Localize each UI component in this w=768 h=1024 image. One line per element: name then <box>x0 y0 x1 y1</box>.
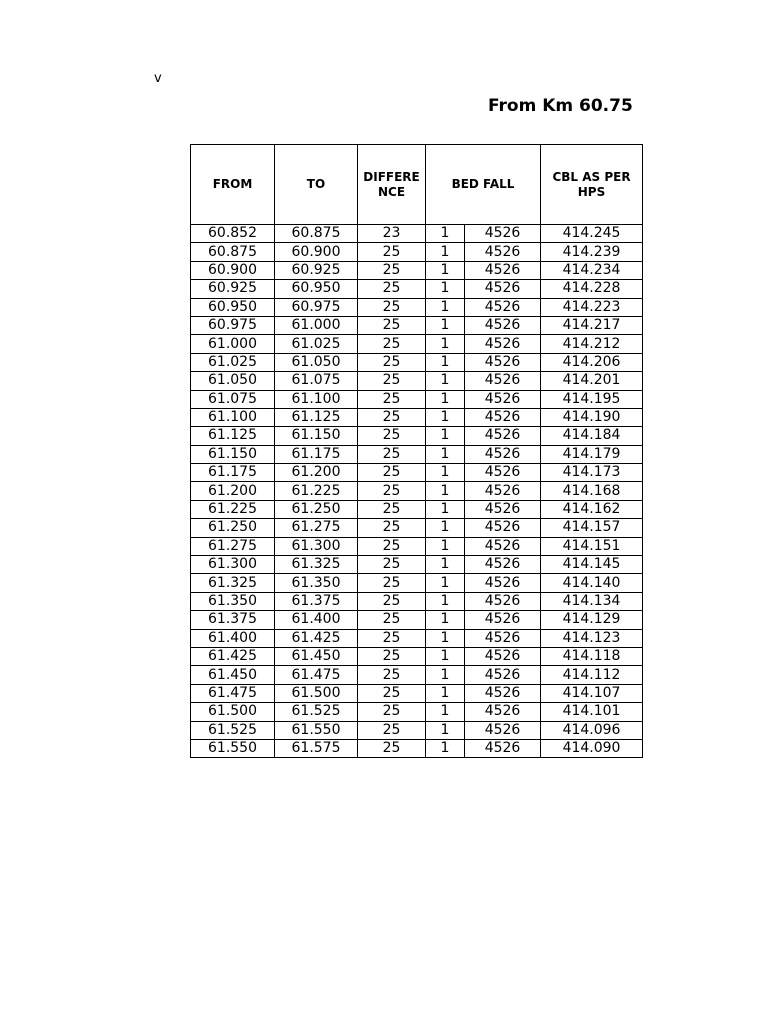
table-row <box>191 298 643 316</box>
cell-from: 61.000 <box>191 335 275 353</box>
cell-bed-fall-ratio: 1 <box>426 482 465 500</box>
cell-bed-fall-ratio: 1 <box>426 427 465 445</box>
cell-cbl: 414.129 <box>541 611 643 629</box>
cell-cbl: 414.107 <box>541 684 643 702</box>
cell-to: 60.975 <box>275 298 358 316</box>
cell-bed-fall-value: 4526 <box>465 316 541 334</box>
cell-to: 61.150 <box>275 427 358 445</box>
cell-from: 61.100 <box>191 408 275 426</box>
cell-to: 60.875 <box>275 225 358 243</box>
cell-bed-fall-ratio: 1 <box>426 592 465 610</box>
cell-to: 61.050 <box>275 353 358 371</box>
header-cbl-as-per-hps: CBL AS PER HPS <box>541 145 643 225</box>
cell-cbl: 414.201 <box>541 372 643 390</box>
cell-cbl: 414.101 <box>541 703 643 721</box>
cell-cbl: 414.223 <box>541 298 643 316</box>
cell-cbl: 414.234 <box>541 261 643 279</box>
cell-bed-fall-ratio: 1 <box>426 519 465 537</box>
cell-bed-fall-value: 4526 <box>465 225 541 243</box>
cell-from: 61.525 <box>191 721 275 739</box>
cell-difference: 25 <box>358 335 426 353</box>
cell-to: 61.000 <box>275 316 358 334</box>
cell-from: 61.450 <box>191 666 275 684</box>
cell-difference: 25 <box>358 298 426 316</box>
cell-bed-fall-ratio: 1 <box>426 647 465 665</box>
cell-cbl: 414.112 <box>541 666 643 684</box>
header-from: FROM <box>191 145 275 225</box>
cell-from: 61.225 <box>191 500 275 518</box>
cell-cbl: 414.145 <box>541 556 643 574</box>
cell-to: 61.175 <box>275 445 358 463</box>
table-row <box>191 390 643 408</box>
cell-bed-fall-value: 4526 <box>465 611 541 629</box>
cell-bed-fall-value: 4526 <box>465 445 541 463</box>
cell-bed-fall-value: 4526 <box>465 721 541 739</box>
table-row <box>191 739 643 757</box>
cell-bed-fall-ratio: 1 <box>426 372 465 390</box>
cell-difference: 25 <box>358 519 426 537</box>
header-difference: DIFFERE NCE <box>358 145 426 225</box>
bed-level-table <box>190 144 643 758</box>
table-row <box>191 574 643 592</box>
cell-bed-fall-ratio: 1 <box>426 316 465 334</box>
cell-bed-fall-ratio: 1 <box>426 739 465 757</box>
cell-difference: 25 <box>358 500 426 518</box>
table-row <box>191 464 643 482</box>
page-title: From Km 60.75 <box>488 96 633 116</box>
cell-difference: 25 <box>358 372 426 390</box>
cell-from: 61.475 <box>191 684 275 702</box>
cell-cbl: 414.090 <box>541 739 643 757</box>
cell-cbl: 414.212 <box>541 335 643 353</box>
header-bed-fall: BED FALL <box>426 145 541 225</box>
cell-difference: 25 <box>358 427 426 445</box>
cell-cbl: 414.168 <box>541 482 643 500</box>
cell-from: 61.300 <box>191 556 275 574</box>
cell-difference: 25 <box>358 353 426 371</box>
cell-to: 61.125 <box>275 408 358 426</box>
cell-bed-fall-value: 4526 <box>465 372 541 390</box>
table-row <box>191 684 643 702</box>
cell-bed-fall-value: 4526 <box>465 353 541 371</box>
cell-cbl: 414.206 <box>541 353 643 371</box>
cell-from: 61.400 <box>191 629 275 647</box>
cell-cbl: 414.157 <box>541 519 643 537</box>
cell-to: 61.075 <box>275 372 358 390</box>
table-row <box>191 666 643 684</box>
cell-to: 61.425 <box>275 629 358 647</box>
cell-bed-fall-value: 4526 <box>465 500 541 518</box>
cell-from: 61.150 <box>191 445 275 463</box>
header-to: TO <box>275 145 358 225</box>
cell-to: 61.250 <box>275 500 358 518</box>
cell-from: 61.025 <box>191 353 275 371</box>
cell-bed-fall-ratio: 1 <box>426 500 465 518</box>
cell-cbl: 414.118 <box>541 647 643 665</box>
cell-from: 61.550 <box>191 739 275 757</box>
cell-cbl: 414.190 <box>541 408 643 426</box>
table-row <box>191 261 643 279</box>
cell-bed-fall-value: 4526 <box>465 298 541 316</box>
cell-bed-fall-value: 4526 <box>465 408 541 426</box>
cell-bed-fall-value: 4526 <box>465 739 541 757</box>
cell-to: 61.025 <box>275 335 358 353</box>
cell-bed-fall-ratio: 1 <box>426 684 465 702</box>
cell-difference: 25 <box>358 390 426 408</box>
cell-to: 60.925 <box>275 261 358 279</box>
cell-cbl: 414.228 <box>541 280 643 298</box>
cell-difference: 25 <box>358 316 426 334</box>
cell-cbl: 414.195 <box>541 390 643 408</box>
cell-from: 60.975 <box>191 316 275 334</box>
cell-cbl: 414.239 <box>541 243 643 261</box>
cell-bed-fall-value: 4526 <box>465 427 541 445</box>
cell-bed-fall-value: 4526 <box>465 261 541 279</box>
cell-difference: 25 <box>358 464 426 482</box>
cell-from: 61.425 <box>191 647 275 665</box>
cell-bed-fall-ratio: 1 <box>426 464 465 482</box>
cell-difference: 25 <box>358 482 426 500</box>
cell-to: 61.500 <box>275 684 358 702</box>
cell-to: 61.550 <box>275 721 358 739</box>
cell-cbl: 414.173 <box>541 464 643 482</box>
cell-bed-fall-ratio: 1 <box>426 335 465 353</box>
cell-to: 61.450 <box>275 647 358 665</box>
cell-difference: 25 <box>358 647 426 665</box>
cell-bed-fall-ratio: 1 <box>426 574 465 592</box>
cell-bed-fall-value: 4526 <box>465 574 541 592</box>
cell-to: 61.400 <box>275 611 358 629</box>
cell-difference: 23 <box>358 225 426 243</box>
cell-difference: 25 <box>358 445 426 463</box>
cell-cbl: 414.179 <box>541 445 643 463</box>
cell-difference: 25 <box>358 280 426 298</box>
table-header-row <box>191 145 643 225</box>
cell-bed-fall-value: 4526 <box>465 592 541 610</box>
table-row <box>191 611 643 629</box>
cell-from: 61.200 <box>191 482 275 500</box>
cell-from: 60.875 <box>191 243 275 261</box>
table-row <box>191 372 643 390</box>
cell-difference: 25 <box>358 556 426 574</box>
cell-bed-fall-ratio: 1 <box>426 537 465 555</box>
cell-to: 61.375 <box>275 592 358 610</box>
table-row <box>191 537 643 555</box>
cell-bed-fall-value: 4526 <box>465 464 541 482</box>
table-row <box>191 280 643 298</box>
table-row <box>191 556 643 574</box>
cell-to: 61.275 <box>275 519 358 537</box>
cell-from: 61.250 <box>191 519 275 537</box>
cell-bed-fall-value: 4526 <box>465 390 541 408</box>
cell-to: 61.575 <box>275 739 358 757</box>
cell-difference: 25 <box>358 684 426 702</box>
table-row <box>191 519 643 537</box>
table-body <box>191 225 643 758</box>
cell-from: 61.075 <box>191 390 275 408</box>
cell-bed-fall-ratio: 1 <box>426 556 465 574</box>
cell-difference: 25 <box>358 739 426 757</box>
cell-from: 61.125 <box>191 427 275 445</box>
table-row <box>191 629 643 647</box>
cell-bed-fall-ratio: 1 <box>426 445 465 463</box>
cell-bed-fall-ratio: 1 <box>426 261 465 279</box>
table-row <box>191 335 643 353</box>
corner-mark: v <box>154 71 162 86</box>
cell-bed-fall-value: 4526 <box>465 629 541 647</box>
cell-from: 60.950 <box>191 298 275 316</box>
cell-to: 60.950 <box>275 280 358 298</box>
cell-from: 60.852 <box>191 225 275 243</box>
table-row <box>191 427 643 445</box>
cell-bed-fall-value: 4526 <box>465 335 541 353</box>
cell-difference: 25 <box>358 721 426 739</box>
cell-cbl: 414.245 <box>541 225 643 243</box>
table-row <box>191 500 643 518</box>
cell-bed-fall-ratio: 1 <box>426 703 465 721</box>
table-row <box>191 592 643 610</box>
cell-bed-fall-ratio: 1 <box>426 298 465 316</box>
cell-bed-fall-value: 4526 <box>465 243 541 261</box>
cell-difference: 25 <box>358 703 426 721</box>
table-row <box>191 482 643 500</box>
table-row <box>191 721 643 739</box>
cell-bed-fall-ratio: 1 <box>426 611 465 629</box>
cell-bed-fall-ratio: 1 <box>426 629 465 647</box>
cell-bed-fall-ratio: 1 <box>426 243 465 261</box>
table-row <box>191 445 643 463</box>
cell-bed-fall-ratio: 1 <box>426 225 465 243</box>
cell-from: 61.175 <box>191 464 275 482</box>
cell-difference: 25 <box>358 574 426 592</box>
cell-difference: 25 <box>358 537 426 555</box>
cell-from: 60.900 <box>191 261 275 279</box>
table-row <box>191 703 643 721</box>
cell-bed-fall-ratio: 1 <box>426 666 465 684</box>
cell-from: 61.275 <box>191 537 275 555</box>
cell-to: 61.200 <box>275 464 358 482</box>
cell-cbl: 414.217 <box>541 316 643 334</box>
table-row <box>191 353 643 371</box>
cell-difference: 25 <box>358 666 426 684</box>
table-row <box>191 225 643 243</box>
cell-to: 61.325 <box>275 556 358 574</box>
cell-cbl: 414.096 <box>541 721 643 739</box>
cell-cbl: 414.162 <box>541 500 643 518</box>
cell-difference: 25 <box>358 611 426 629</box>
cell-from: 61.325 <box>191 574 275 592</box>
cell-bed-fall-ratio: 1 <box>426 721 465 739</box>
table-row <box>191 647 643 665</box>
cell-bed-fall-value: 4526 <box>465 556 541 574</box>
cell-from: 61.350 <box>191 592 275 610</box>
cell-bed-fall-value: 4526 <box>465 703 541 721</box>
table-row <box>191 316 643 334</box>
page-title-container <box>488 95 642 119</box>
cell-difference: 25 <box>358 629 426 647</box>
cell-bed-fall-value: 4526 <box>465 537 541 555</box>
cell-bed-fall-ratio: 1 <box>426 390 465 408</box>
cell-from: 61.050 <box>191 372 275 390</box>
cell-bed-fall-ratio: 1 <box>426 408 465 426</box>
cell-cbl: 414.151 <box>541 537 643 555</box>
cell-cbl: 414.134 <box>541 592 643 610</box>
cell-difference: 25 <box>358 408 426 426</box>
cell-bed-fall-value: 4526 <box>465 666 541 684</box>
cell-difference: 25 <box>358 261 426 279</box>
cell-to: 61.350 <box>275 574 358 592</box>
cell-bed-fall-value: 4526 <box>465 684 541 702</box>
cell-bed-fall-value: 4526 <box>465 519 541 537</box>
cell-to: 61.100 <box>275 390 358 408</box>
cell-to: 61.225 <box>275 482 358 500</box>
cell-cbl: 414.123 <box>541 629 643 647</box>
cell-difference: 25 <box>358 592 426 610</box>
table-row <box>191 243 643 261</box>
cell-difference: 25 <box>358 243 426 261</box>
cell-bed-fall-value: 4526 <box>465 647 541 665</box>
cell-bed-fall-ratio: 1 <box>426 280 465 298</box>
cell-cbl: 414.140 <box>541 574 643 592</box>
cell-from: 60.925 <box>191 280 275 298</box>
cell-to: 61.475 <box>275 666 358 684</box>
cell-bed-fall-value: 4526 <box>465 482 541 500</box>
cell-to: 61.525 <box>275 703 358 721</box>
cell-bed-fall-ratio: 1 <box>426 353 465 371</box>
cell-to: 60.900 <box>275 243 358 261</box>
cell-to: 61.300 <box>275 537 358 555</box>
cell-from: 61.500 <box>191 703 275 721</box>
table-row <box>191 408 643 426</box>
cell-bed-fall-value: 4526 <box>465 280 541 298</box>
cell-from: 61.375 <box>191 611 275 629</box>
cell-cbl: 414.184 <box>541 427 643 445</box>
